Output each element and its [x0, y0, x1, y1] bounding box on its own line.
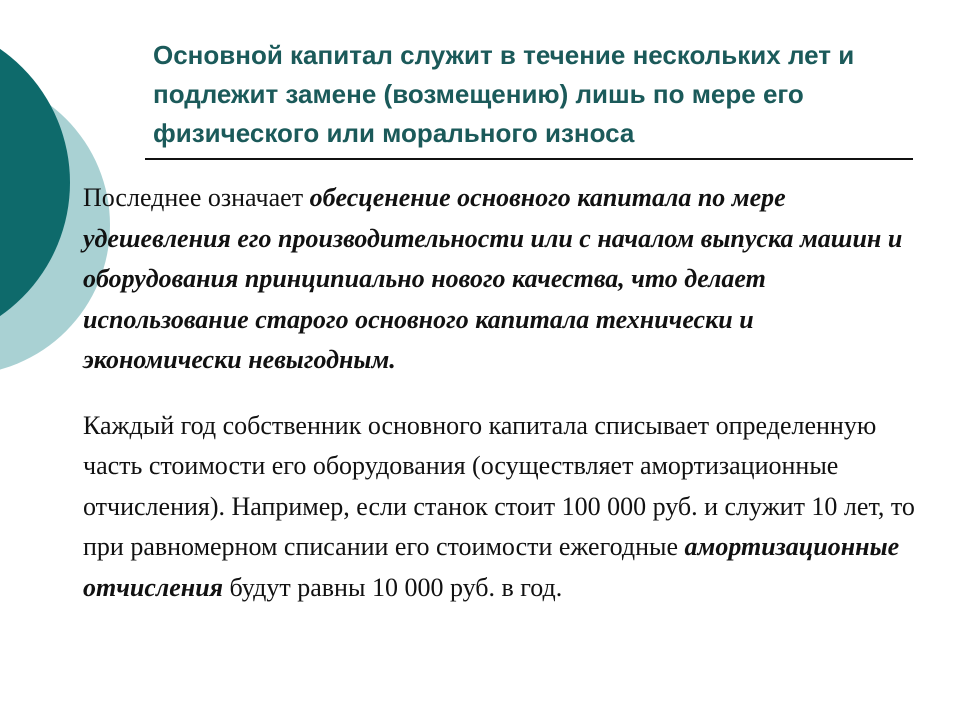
paragraph-depreciation-meaning [83, 178, 918, 381]
slide-body [83, 178, 918, 608]
slide-title: Основной капитал служит в течение нескольких лет и подлежит замене (возмещению) лишь по мере его физического или морального износа [153, 40, 855, 148]
paragraph-2-tail: будут равны 10 000 руб. в год. [223, 572, 563, 602]
title-divider [145, 158, 913, 160]
paragraph-1-emphasis: обесценение основного капитала по мере удешевления его производительности или с началом выпуска машин и оборудования принципиально нового качества, что делает использование старого основного капитала технически и экономически невыгодным. [83, 183, 903, 374]
paragraph-1-lead: Последнее означает [83, 183, 310, 212]
paragraph-depreciation-example [83, 406, 918, 609]
paragraph-2-emphasis: амортизационные отчисления [83, 532, 900, 602]
paragraph-2-lead: Каждый год собственник основного капитала списывает определенную часть стоимости его оборудования (осуществляет амортизационные отчисления). Например, если станок стоит 100 000 руб. и служит 10 лет, то при равномерном списании его стоимости ежегодные [83, 410, 915, 561]
